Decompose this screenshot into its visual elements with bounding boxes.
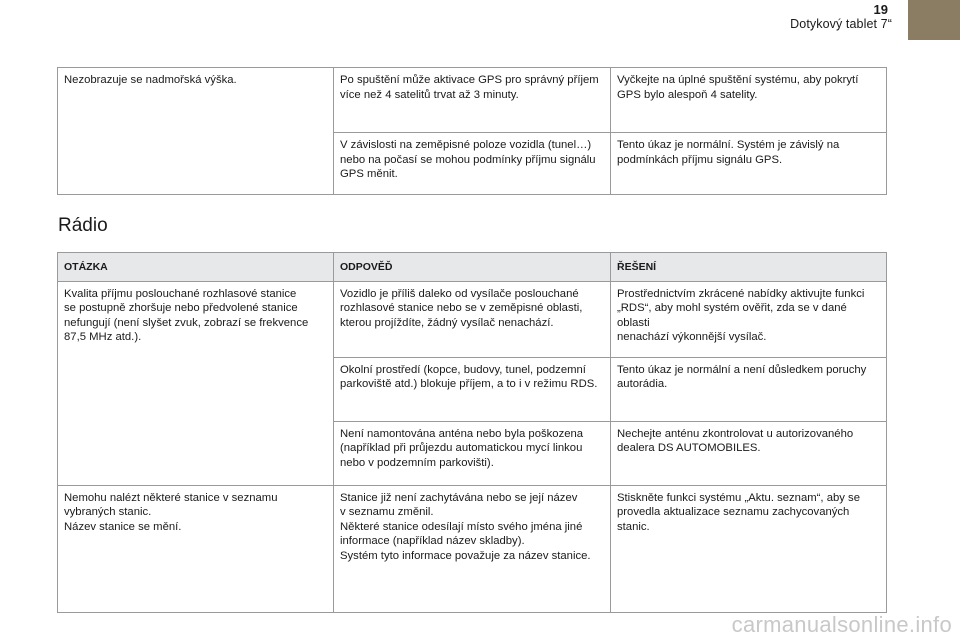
table-row bbox=[58, 68, 887, 133]
answer-cell: Není namontována anténa nebo byla poškozena (například při průjezdu automatickou mycí linkou nebo v podzemním parkovišti). bbox=[334, 421, 611, 485]
table-row bbox=[58, 485, 887, 612]
answer-cell: Po spuštění může aktivace GPS pro správný příjem více než 4 satelitů trvat až 3 minuty. bbox=[334, 68, 611, 133]
question-cell: Kvalita příjmu poslouchané rozhlasové stanice se postupně zhoršuje nebo předvolené stanice nefungují (není slyšet zvuk, zobrazí se frekvence 87,5 MHz atd.). bbox=[58, 281, 334, 485]
table-row bbox=[58, 281, 887, 357]
table-header-row bbox=[58, 253, 887, 282]
solution-cell: Tento úkaz je normální. Systém je závislý na podmínkách příjmu signálu GPS. bbox=[611, 133, 887, 195]
answer-cell: V závislosti na zeměpisné poloze vozidla (tunel…) nebo na počasí se mohou podmínky příjmu signálu GPS měnit. bbox=[334, 133, 611, 195]
section-title: Rádio bbox=[58, 215, 108, 236]
solution-cell: Stiskněte funkci systému „Aktu. seznam“, aby se provedla aktualizace seznamu zachycovaných stanic. bbox=[611, 485, 887, 612]
answer-cell: Stanice již není zachytávána nebo se její název v seznamu změnil. Některé stanice odesílají místo svého jména jiné informace (například název skladby). Systém tyto informace považuje za název stanice. bbox=[334, 485, 611, 612]
answer-cell: Vozidlo je příliš daleko od vysílače poslouchané rozhlasové stanice nebo se v zeměpisné oblasti, kterou projíždíte, žádný vysílač nenachází. bbox=[334, 281, 611, 357]
question-cell: Nezobrazuje se nadmořská výška. bbox=[58, 68, 334, 195]
solution-cell: Nechejte anténu zkontrolovat u autorizovaného dealera DS AUTOMOBILES. bbox=[611, 421, 887, 485]
question-cell: Nemohu nalézt některé stanice v seznamu vybraných stanic. Název stanice se mění. bbox=[58, 485, 334, 612]
solution-cell: Vyčkejte na úplné spuštění systému, aby pokrytí GPS bylo alespoň 4 satelity. bbox=[611, 68, 887, 133]
solution-cell: Prostřednictvím zkrácené nabídky aktivujte funkci „RDS“, aby mohl systém ověřit, zda se v dané oblasti nenachází výkonnější vysílač. bbox=[611, 281, 887, 357]
column-header-question: OTÁZKA bbox=[58, 253, 334, 282]
answer-cell: Okolní prostředí (kopce, budovy, tunel, podzemní parkoviště atd.) blokuje příjem, a to i v režimu RDS. bbox=[334, 357, 611, 421]
radio-troubleshooting-table bbox=[57, 252, 887, 613]
page-number: 19 bbox=[873, 2, 888, 17]
column-header-answer: ODPOVĚĎ bbox=[334, 253, 611, 282]
chapter-title: Dotykový tablet 7“ bbox=[790, 17, 892, 31]
chapter-tab bbox=[908, 0, 960, 40]
gps-troubleshooting-table bbox=[57, 67, 887, 195]
watermark: carmanualsonline.info bbox=[731, 612, 952, 637]
solution-cell: Tento úkaz je normální a není důsledkem poruchy autorádia. bbox=[611, 357, 887, 421]
column-header-solution: ŘEŠENÍ bbox=[611, 253, 887, 282]
